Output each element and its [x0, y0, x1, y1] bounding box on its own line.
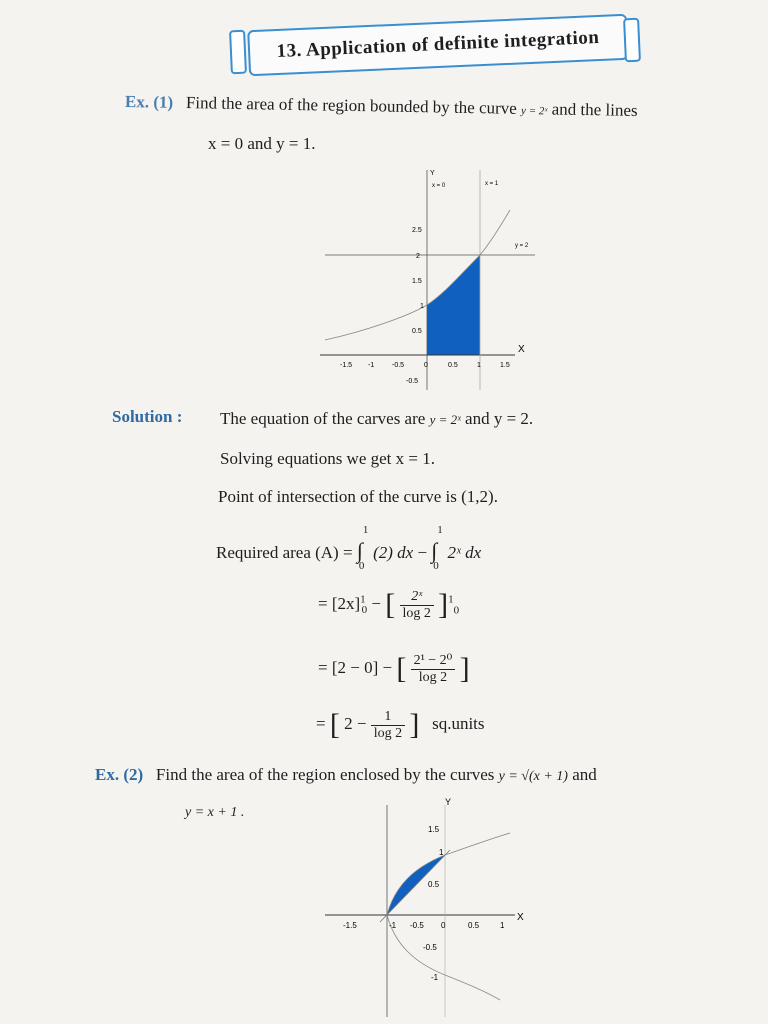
ex2-line1 [95, 765, 597, 785]
graph1-ytick: 1.5 [412, 278, 422, 285]
solution-label: Solution : [112, 407, 183, 426]
graph2-y-label: Y [445, 797, 452, 807]
ex2-curve1: y = √(x + 1) [498, 769, 568, 784]
chapter-title-banner [247, 14, 629, 77]
banner-scroll-left [229, 30, 247, 75]
integral1: ∫ 1 0 [356, 524, 369, 572]
solution-line1 [220, 409, 533, 429]
graph2-ytick: 1 [439, 848, 444, 857]
step3-fraction: $\frac{1}{\log 2}$ [371, 709, 405, 742]
graph1-ytick: 1 [420, 303, 424, 310]
ex2-curve2: y = x + 1 [185, 805, 238, 820]
graph2-xtick: -0.5 [410, 921, 424, 930]
graph1-xtick: 1 [477, 362, 481, 369]
graph2-xtick: -1.5 [343, 921, 357, 930]
graph1-xtick: -0.5 [392, 362, 405, 369]
graph1-xtick: 0.5 [448, 362, 458, 369]
chapter-title: 13. Application of definite integration [276, 26, 600, 63]
graph1-xtick: 1.5 [500, 362, 510, 369]
ex1-curve: y = 2ˣ [520, 104, 548, 118]
graph2-xtick: 0.5 [468, 921, 480, 930]
step3-a: = [316, 713, 330, 733]
solution-line2: Solving equations we get x = 1. [220, 449, 435, 468]
graph2-ytick: -0.5 [423, 943, 437, 952]
ex1-line1 [125, 92, 638, 121]
graph1-xtick: 0 [424, 362, 428, 369]
step3-units: sq.units [432, 713, 485, 733]
step1: = $[2x]^1_0$ − [ $\frac{\text{2ˣ}}{\log 2}$ ]$^1_0$ [318, 588, 460, 621]
required-area-line: Required area (A) = ∫ 1 0 (2) dx − ∫ 1 0 2ˣ dx [216, 524, 482, 572]
solution-line1-mid: and y = 2. [465, 409, 534, 428]
integral2: ∫ 1 0 [431, 524, 443, 572]
graph2-ytick: -1 [431, 973, 439, 982]
ex1-label: Ex. (1) [124, 92, 174, 112]
step1-a: = [2x] [318, 593, 361, 613]
solution-eq1: y = 2ˣ [429, 412, 461, 427]
solution-line1-text: The equation of the carves are [220, 409, 426, 428]
graph2-xtick: 1 [500, 921, 505, 930]
ex2-text: Find the area of the region enclosed by the curves [155, 765, 495, 784]
step2-a: = [2 − 0] − [318, 657, 393, 677]
graph2-xtick: -1 [389, 921, 397, 930]
graph1-shaded-region [427, 255, 480, 355]
graph1-xtick: -1.5 [340, 362, 353, 369]
ex1-text-end: and the lines [551, 99, 638, 120]
solution-line3: Point of intersection of the curve is (1,2). [218, 487, 498, 506]
graph1-y-label: Y [430, 170, 435, 177]
banner-scroll-right [623, 18, 641, 63]
graph2-ytick: 0.5 [428, 880, 440, 889]
step3: = [ 2 − $\frac{1}{\log 2}$ ] sq.units [316, 708, 485, 741]
graph1-label-x0: x = 0 [432, 183, 446, 189]
graph1-ytick: 2.5 [412, 227, 422, 234]
graph2-x-label: X [517, 912, 524, 923]
graph1-xtick: -1 [368, 362, 375, 369]
graph1-x-label: X [518, 344, 525, 355]
graph2-curve-sqrt [387, 833, 510, 915]
step2: = [2 − 0] − [ $\frac{\text{2¹ − 2⁰}}{\log 2}$ ] [318, 652, 470, 685]
graph1 [320, 165, 540, 395]
integral1-body: (2) dx [373, 543, 414, 562]
graph2-ytick: 1.5 [428, 825, 440, 834]
integral2-body: 2ˣ dx [447, 543, 482, 562]
ex2-label: Ex. (2) [95, 765, 144, 784]
ex1-line2: x = 0 and y = 1. [208, 134, 316, 153]
step2-fraction: $\frac{\text{2¹ − 2⁰}}{\log 2}$ [411, 652, 456, 686]
graph1-label-x1: x = 1 [485, 181, 499, 187]
graph2 [325, 795, 535, 1020]
graph1-label-y2: y = 2 [515, 243, 529, 249]
required-area-label: Required area (A) = [216, 543, 353, 562]
graph1-ytick: 2 [416, 253, 420, 260]
step3-two: 2 − [344, 713, 367, 733]
graph2-xtick: 0 [441, 921, 446, 930]
ex1-text: Find the area of the region bounded by the curve [185, 93, 517, 118]
step1-fraction: $\frac{\text{2ˣ}}{\log 2}$ [400, 589, 434, 622]
ex2-and: and [572, 765, 597, 784]
ex2-line2: y = x + 1 . [185, 805, 245, 820]
graph2-line [380, 850, 450, 922]
graph1-ytick: -0.5 [406, 378, 419, 385]
graph1-ytick: 0.5 [412, 328, 422, 335]
